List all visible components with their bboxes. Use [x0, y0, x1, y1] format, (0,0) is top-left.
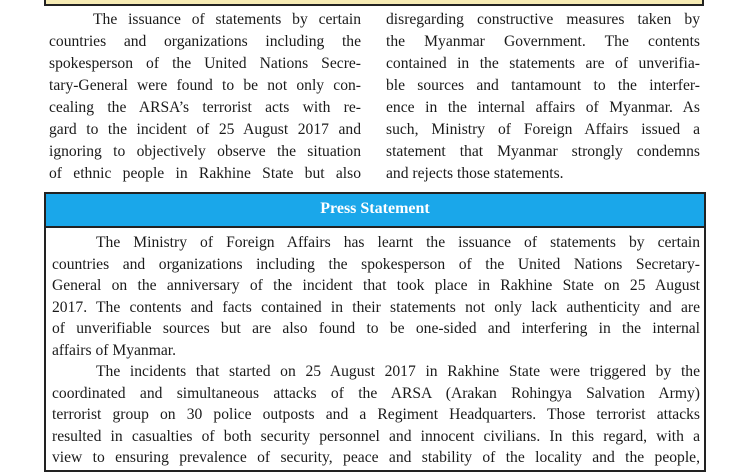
- text-line: coordinated and simultaneous attacks of the ARSA (Arakan Rohingya Salvation Army): [52, 384, 700, 402]
- text-line: of ethnic people in Rakhine State but also: [49, 165, 361, 182]
- text-line: and rejects those statements.: [386, 165, 564, 182]
- text-line: statement that Myanmar strongly condemns: [386, 143, 700, 160]
- text-line: General on the anniversary of the incident that took place in Rakhine State on 25 August: [52, 277, 700, 294]
- right-column: [386, 9, 700, 185]
- press-statement-title: Press Statement: [46, 194, 704, 228]
- text-line: contained in the statements are of unverifia-: [386, 55, 700, 72]
- press-statement-box: [44, 192, 706, 472]
- text-line: affairs of Myanmar.: [52, 341, 176, 359]
- text-line: cealing the ARSA’s terrorist acts with re-: [49, 99, 361, 116]
- text-line: The incidents that started on 25 August 2017 in Rakhine State were triggered by the: [96, 363, 700, 380]
- text-line: spokesperson of the United Nations Secre-: [49, 55, 361, 72]
- top-highlight-box: [44, 0, 704, 6]
- text-line: ignoring to objectively observe the situation: [49, 143, 361, 160]
- text-line: disregarding constructive measures taken by: [386, 11, 700, 28]
- press-statement-body: [52, 232, 700, 469]
- text-line: 2017. The contents and facts contained in their statements not only lack authenticity and are: [52, 298, 700, 316]
- text-line: resulted in casualties of both security personnel and innocent civilians. In this regard, with a: [52, 427, 700, 445]
- text-line: terrorist group on 30 police outposts and a Regiment Headquarters. Those terrorist attacks: [52, 406, 700, 423]
- text-line: The Ministry of Foreign Affairs has learnt the issuance of statements by certain: [96, 234, 700, 251]
- text-line: The issuance of statements by certain: [93, 11, 361, 28]
- text-line: countries and organizations including the spokesperson of the United Nations Secretary-: [52, 255, 700, 273]
- text-line: of unverifiable sources but are also found to be one-sided and interfering in the internal: [52, 320, 700, 337]
- text-line: such, Ministry of Foreign Affairs issued a: [386, 121, 700, 138]
- text-line: ble sources and tantamount to the interfer-: [386, 77, 700, 94]
- text-line: view to ensuring prevalence of security, peace and stability of the locality and the people,: [52, 449, 700, 466]
- text-line: countries and organizations including the: [49, 33, 361, 50]
- text-line: the Myanmar Government. The contents: [386, 33, 700, 50]
- text-line: tary-General were found to be not only con-: [49, 77, 361, 94]
- left-column: [49, 9, 361, 185]
- text-line: ence in the internal affairs of Myanmar. As: [386, 99, 700, 116]
- text-line: gard to the incident of 25 August 2017 and: [49, 121, 361, 138]
